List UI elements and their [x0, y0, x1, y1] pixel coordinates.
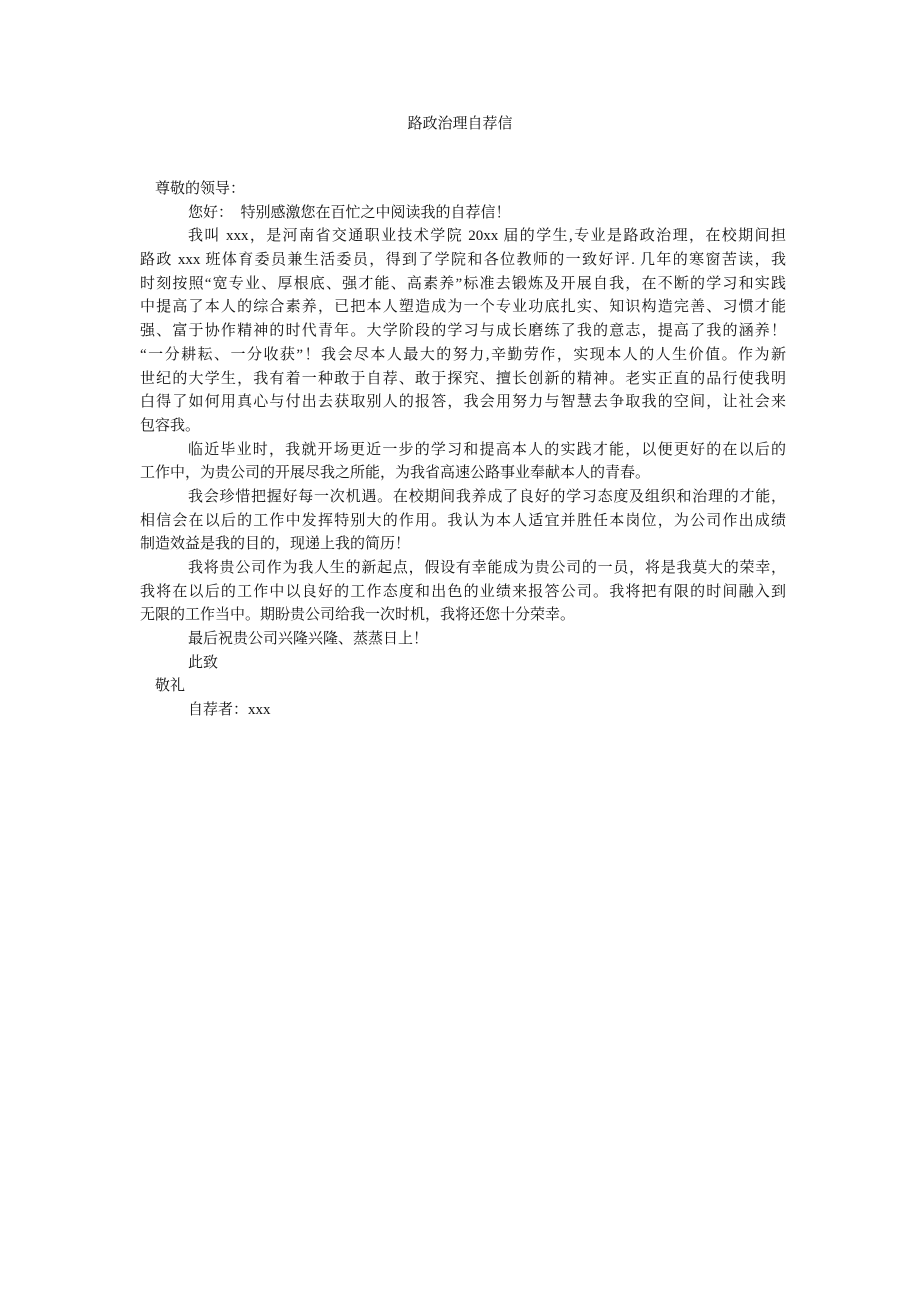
paragraph-graduation: [140, 439, 786, 486]
text-line: 强、富于协作精神的时代青年。大学阶段的学习与成长磨练了我的意志，提高了我的涵养！: [140, 323, 786, 340]
text-line: 包容我。: [140, 417, 201, 434]
paragraph-company: [140, 557, 786, 628]
text-line: 临近毕业时，我就开场更近一步的学习和提高本人的实践才能，以便更好的在以后的: [188, 441, 786, 458]
paragraph-opportunity: [140, 486, 786, 557]
closing-line-1: 此致: [188, 654, 219, 671]
wishes: 最后祝贵公司兴隆兴隆、蒸蒸日上！: [188, 631, 429, 648]
signature: 自荐者：xxx: [188, 702, 271, 719]
letter-body: [140, 178, 786, 723]
paragraph-introduction: [140, 225, 786, 438]
closing-line-2: 敬礼: [155, 678, 186, 695]
text-line: 时刻按照“宽专业、厚根底、强才能、高素养”标准去锻炼及开展自我，在不断的学习和实践: [140, 275, 786, 292]
greeting: 您好： 特别感激您在百忙之中阅读我的自荐信！: [188, 204, 511, 221]
text-line: 相信会在以后的工作中发挥特别大的作用。我认为本人适宜并胜任本岗位，为公司作出成绩: [140, 512, 786, 529]
text-line: 无限的工作当中。期盼贵公司给我一次时机，我将还您十分荣幸。: [140, 607, 576, 624]
document-title: 路政治理自荐信: [407, 116, 513, 132]
text-line: 白得了如何用真心与付出去获取别人的报答，我会用努力与智慧去争取我的空间，让社会来: [140, 394, 786, 411]
text-line: 世纪的大学生，我有着一种敢于自荐、敢于探究、擅长创新的精神。老实正直的品行使我明: [140, 370, 786, 387]
salutation: 尊敬的领导：: [155, 181, 246, 197]
text-line: 我将贵公司作为我人生的新起点，假设有幸能成为贵公司的一员，将是我莫大的荣幸，: [188, 560, 786, 576]
text-line: 路政 xxx 班体育委员兼生活委员，得到了学院和各位教师的一致好评. 几年的寒窗苦读，我: [140, 252, 786, 269]
text-line: 制造效益是我的目的，现递上我的简历！: [140, 536, 411, 553]
text-line: 我叫 xxx，是河南省交通职业技术学院 20xx 届的学生,专业是路政治理，在校期间担: [188, 228, 786, 245]
text-line: 我将在以后的工作中以良好的工作态度和出色的业绩来报答公司。我将把有限的时间融入到: [140, 583, 786, 600]
text-line: 工作中，为贵公司的开展尽我之所能，为我省高速公路事业奉献本人的青春。: [140, 465, 651, 482]
text-line: 我会珍惜把握好每一次机遇。在校期间我养成了良好的学习态度及组织和治理的才能，: [188, 488, 786, 505]
text-line: 中提高了本人的综合素养，已把本人塑造成为一个专业功底扎实、知识构造完善、习惯才能: [140, 299, 786, 316]
text-line: “一分耕耘、一分收获”！我会尽本人最大的努力,辛勤劳作，实现本人的人生价值。作为新: [140, 346, 786, 363]
